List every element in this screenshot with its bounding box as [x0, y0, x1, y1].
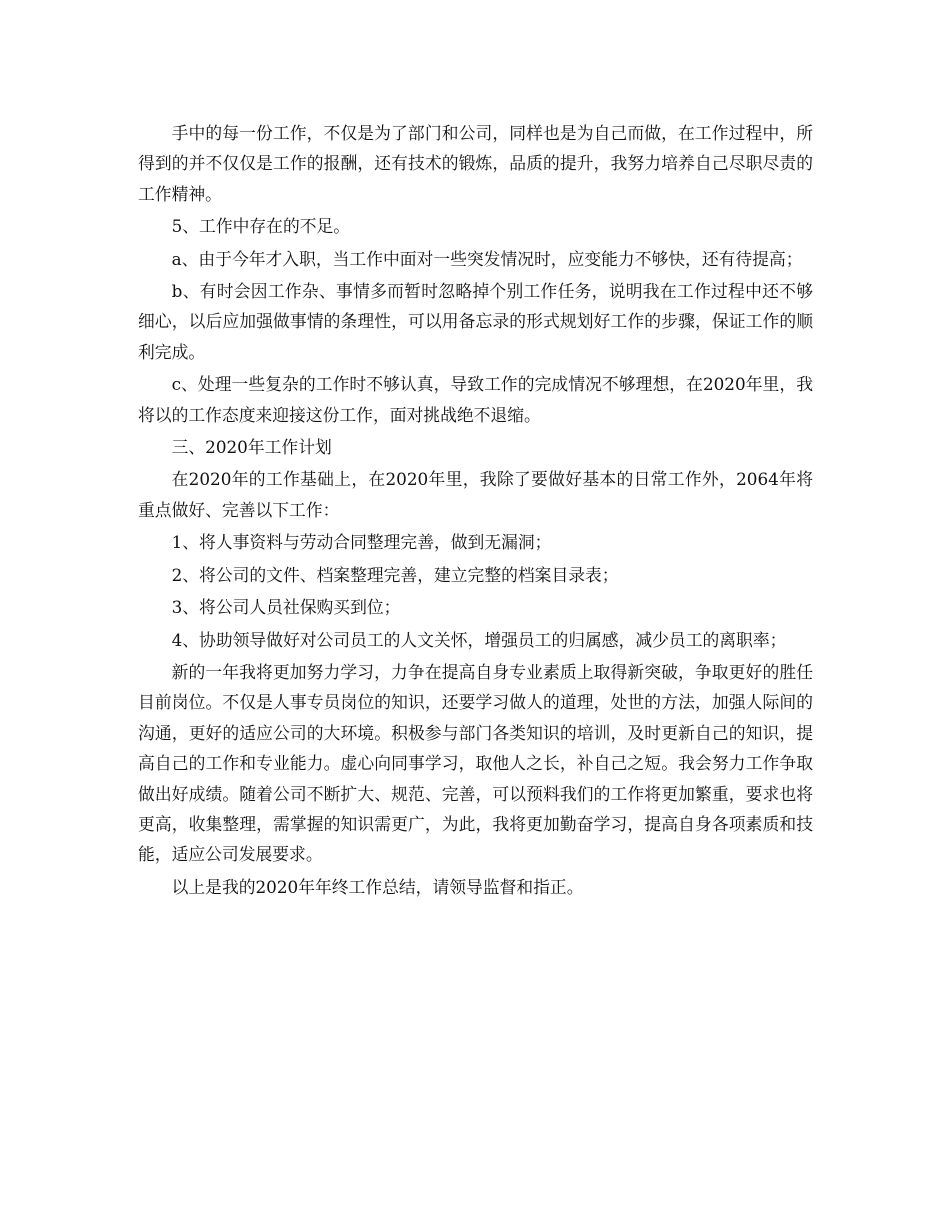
plan-item-1: 1、将人事资料与劳动合同整理完善，做到无漏洞； — [171, 532, 552, 553]
shortcoming-c: c、处理一些复杂的工作时不够认真，导致工作的完成情况不够理想，在2020年里，我将以的工作态度来迎接这份工作，面对挑战绝不退缩。 — [138, 374, 813, 425]
heading-work-plan: 三、2020年工作计划 — [171, 437, 332, 458]
shortcoming-b: b、有时会因工作杂、事情多而暂时忽略掉个别工作任务，说明我在工作过程中还不够细心，以后应加强做事情的条理性，可以用备忘录的形式规划好工作的步骤，保证工作的顺利完成。 — [138, 281, 813, 362]
paragraph-closing: 以上是我的2020年年终工作总结，请领导监督和指正。 — [171, 876, 584, 897]
document-page — [138, 118, 813, 902]
paragraph-plan-intro: 在2020年的工作基础上，在2020年里，我除了要做好基本的日常工作外，2064年将重点做好、完善以下工作： — [138, 469, 813, 520]
heading-shortcomings: 5、工作中存在的不足。 — [171, 216, 351, 237]
plan-item-3: 3、将公司人员社保购买到位； — [171, 597, 401, 618]
plan-item-2: 2、将公司的文件、档案整理完善，建立完整的档案目录表； — [171, 564, 619, 585]
paragraph-new-year-goals: 新的一年我将更加努力学习，力争在提高自身专业素质上取得新突破，争取更好的胜任目前岗位。不仅是人事专员岗位的知识，还要学习做人的道理，处世的方法，加强人际间的沟通，更好的适应公司的大环境。积极参与部门各类知识的培训，及时更新自己的知识，提高自己的工作和专业能力。虚心向同事学习，取他人之长，补自己之短。我会努力工作争取做出好成绩。随着公司不断扩大、规范、完善，可以预料我们的工作将更加繁重，要求也将更高，收集整理，需掌握的知识需更广，为此，我将更加勤奋学习，提高自身各项素质和技能，适应公司发展要求。 — [138, 661, 813, 865]
paragraph-work-attitude: 手中的每一份工作，不仅是为了部门和公司，同样也是为自己而做，在工作过程中，所得到的并不仅仅是工作的报酬，还有技术的锻炼，品质的提升，我努力培养自己尽职尽责的工作精神。 — [138, 123, 813, 204]
shortcoming-a: a、由于今年才入职，当工作中面对一些突发情况时，应变能力不够快，还有待提高； — [171, 248, 803, 269]
plan-item-4: 4、协助领导做好对公司员工的人文关怀，增强员工的归属感，减少员工的离职率； — [171, 629, 787, 650]
